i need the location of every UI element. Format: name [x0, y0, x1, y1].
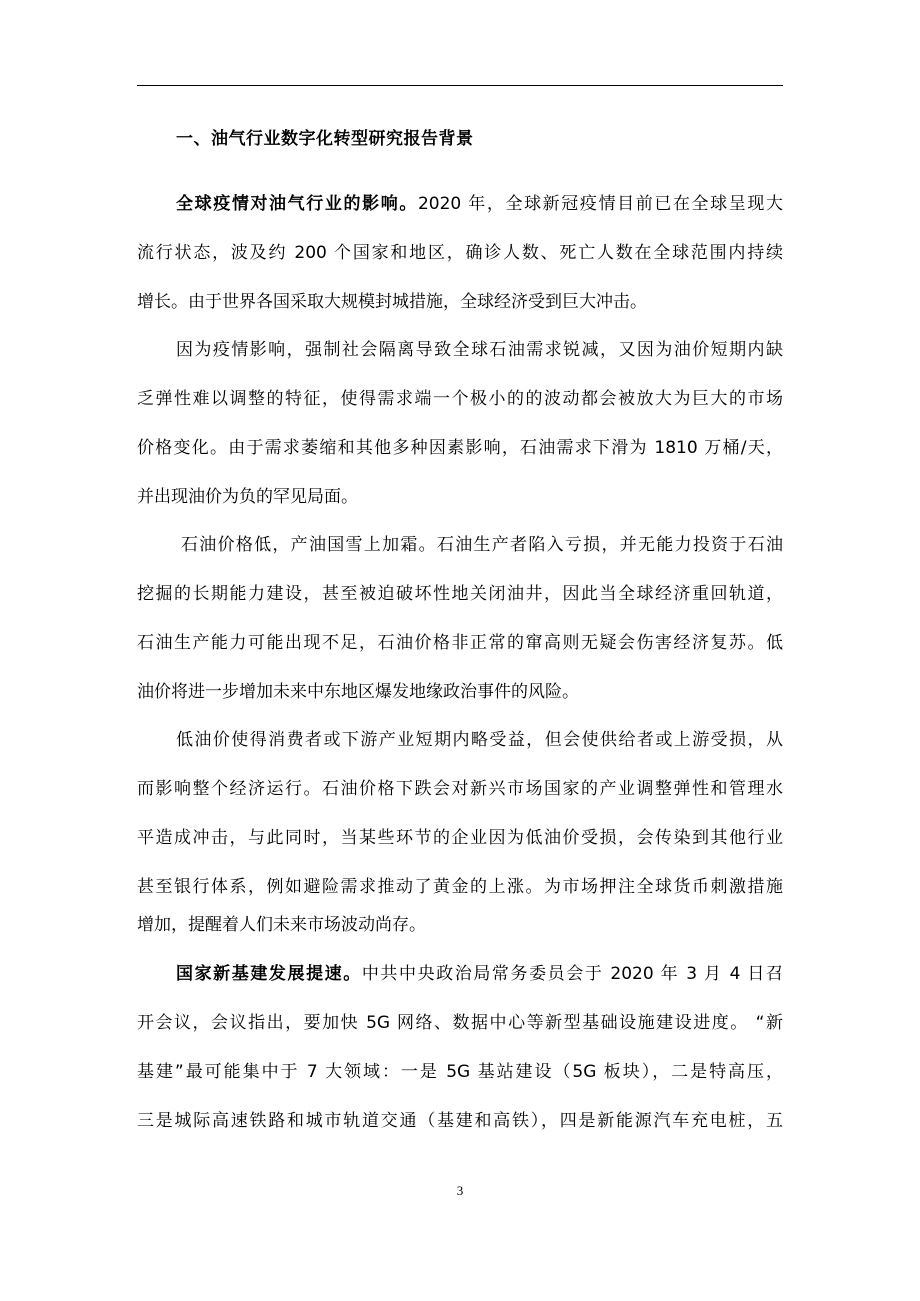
- para2-line1: [137, 338, 783, 362]
- para5-line3: 基建”最可能集中于 7 大领域：一是 5G 基站建设（5G 板块），二是特高压，: [137, 1062, 783, 1082]
- para2-line2: 乏弹性难以调整的特征，使得需求端一个极小的的波动都会被放大为巨大的市场: [137, 389, 783, 409]
- page-number: 3: [456, 1183, 464, 1198]
- para4-line1: [137, 728, 783, 752]
- para5-line2: 开会议，会议指出，要加快 5G 网络、数据中心等新型基础设施建设进度。 “新: [137, 1013, 783, 1033]
- para5-line1: [137, 962, 783, 986]
- para2-line4: 并出现油价为负的罕见局面。: [137, 487, 358, 507]
- para4-line5: 增加，提醒着人们未来市场波动尚存。: [137, 915, 426, 935]
- header-rule: [137, 85, 783, 86]
- para1-lead: 全球疫情对油气行业的影响。: [176, 194, 418, 214]
- para3-line1-text: 石油价格低，产油国雪上加霜。石油生产者陷入亏损，并无能力投资于石油: [181, 535, 783, 555]
- para1-line1: [137, 192, 783, 216]
- section-heading: 一、油气行业数字化转型研究报告背景: [176, 129, 474, 149]
- para5-line4: 三是城际高速铁路和城市轨道交通（基建和高铁），四是新能源汽车充电桩，五: [137, 1111, 783, 1131]
- para5-line1-text: 中共中央政治局常务委员会于 2020 年 3 月 4 日召: [361, 964, 783, 984]
- para1-line2: 流行状态，波及约 200 个国家和地区，确诊人数、死亡人数在全球范围内持续: [137, 243, 783, 263]
- para5-lead: 国家新基建发展提速。: [176, 964, 362, 984]
- para3-line1: [137, 533, 783, 557]
- para1-line3: 增长。由于世界各国采取大规模封城措施，全球经济受到巨大冲击。: [137, 292, 647, 312]
- para4-line2: 而影响整个经济运行。石油价格下跌会对新兴市场国家的产业调整弹性和管理水: [137, 779, 783, 799]
- para2-line3: 价格变化。由于需求萎缩和其他多种因素影响，石油需求下滑为 1810 万桶/天，: [137, 438, 783, 458]
- para1-line1-text: 2020 年，全球新冠疫情目前已在全球呈现大: [417, 194, 783, 214]
- para4-line4: 甚至银行体系，例如避险需求推动了黄金的上涨。为市场押注全球货币刺激措施: [137, 877, 783, 897]
- para4-line1-text: 低油价使得消费者或下游产业短期内略受益，但会使供给者或上游受损，从: [176, 730, 783, 750]
- para3-line4: 油价将进一步增加未来中东地区爆发地缘政治事件的风险。: [137, 682, 579, 702]
- para3-line2: 挖掘的长期能力建设，甚至被迫破坏性地关闭油井，因此当全球经济重回轨道，: [137, 584, 783, 604]
- para2-line1-text: 因为疫情影响，强制社会隔离导致全球石油需求锐减，又因为油价短期内缺: [176, 340, 783, 360]
- para4-line3: 平造成冲击，与此同时，当某些环节的企业因为低油价受损，会传染到其他行业: [137, 828, 783, 848]
- para3-line3: 石油生产能力可能出现不足，石油价格非正常的窜高则无疑会伤害经济复苏。低: [137, 633, 783, 653]
